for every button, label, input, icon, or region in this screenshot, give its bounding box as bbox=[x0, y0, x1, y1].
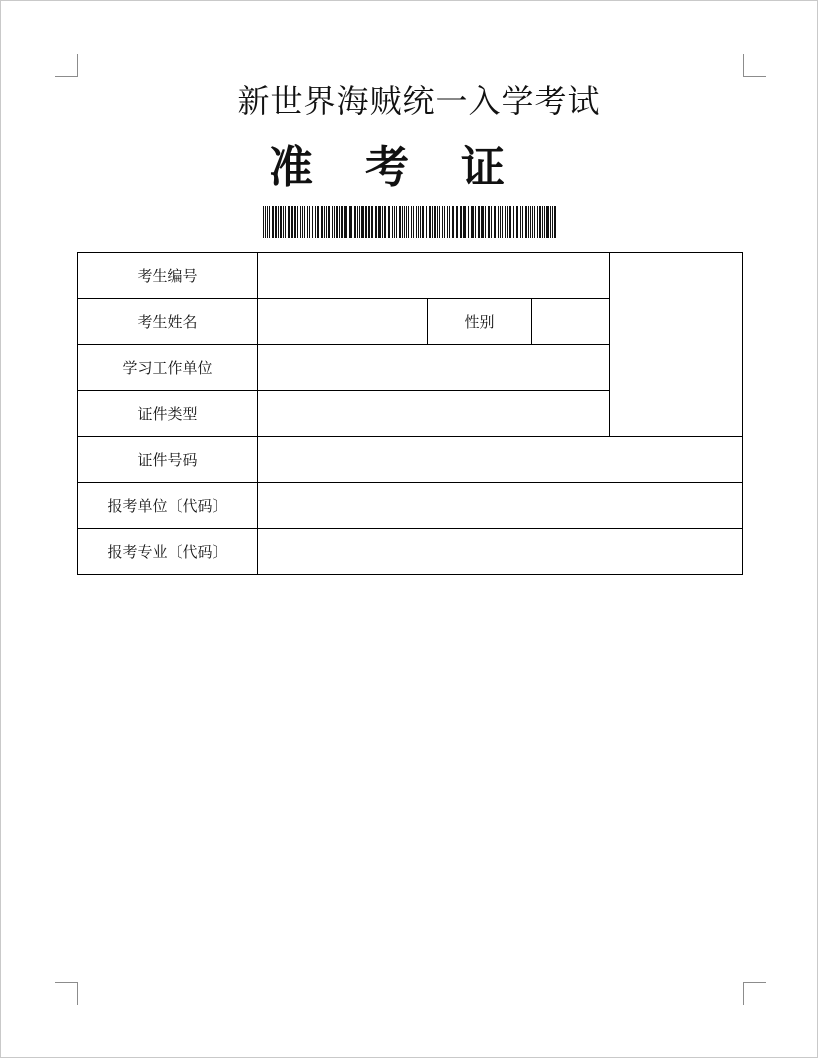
work-unit-field[interactable] bbox=[258, 345, 610, 391]
admission-ticket-heading: 准考证 bbox=[269, 142, 557, 193]
id-type-label: 证件类型 bbox=[78, 391, 258, 437]
photo-box bbox=[610, 253, 743, 437]
barcode bbox=[263, 206, 557, 238]
exam-number-field[interactable] bbox=[258, 253, 610, 299]
exam-title: 新世界海贼统一入学考试 bbox=[237, 82, 601, 120]
work-unit-label: 学习工作单位 bbox=[78, 345, 258, 391]
crop-mark-top-left bbox=[55, 54, 78, 77]
applied-major-field[interactable] bbox=[258, 529, 743, 575]
id-number-label: 证件号码 bbox=[78, 437, 258, 483]
applied-major-label: 报考专业〔代码〕 bbox=[78, 529, 258, 575]
id-type-field[interactable] bbox=[258, 391, 610, 437]
id-number-field[interactable] bbox=[258, 437, 743, 483]
gender-label: 性别 bbox=[428, 299, 532, 345]
gender-field[interactable] bbox=[532, 299, 610, 345]
table-row bbox=[78, 437, 743, 483]
applied-unit-field[interactable] bbox=[258, 483, 743, 529]
table-row bbox=[78, 483, 743, 529]
name-field[interactable] bbox=[258, 299, 428, 345]
table-row bbox=[78, 253, 743, 299]
applied-unit-label: 报考单位〔代码〕 bbox=[78, 483, 258, 529]
crop-mark-top-right bbox=[743, 54, 766, 77]
admission-info-table bbox=[77, 252, 743, 575]
crop-mark-bottom-left bbox=[55, 982, 78, 1005]
exam-number-label: 考生编号 bbox=[78, 253, 258, 299]
table-row bbox=[78, 529, 743, 575]
crop-mark-bottom-right bbox=[743, 982, 766, 1005]
name-label: 考生姓名 bbox=[78, 299, 258, 345]
